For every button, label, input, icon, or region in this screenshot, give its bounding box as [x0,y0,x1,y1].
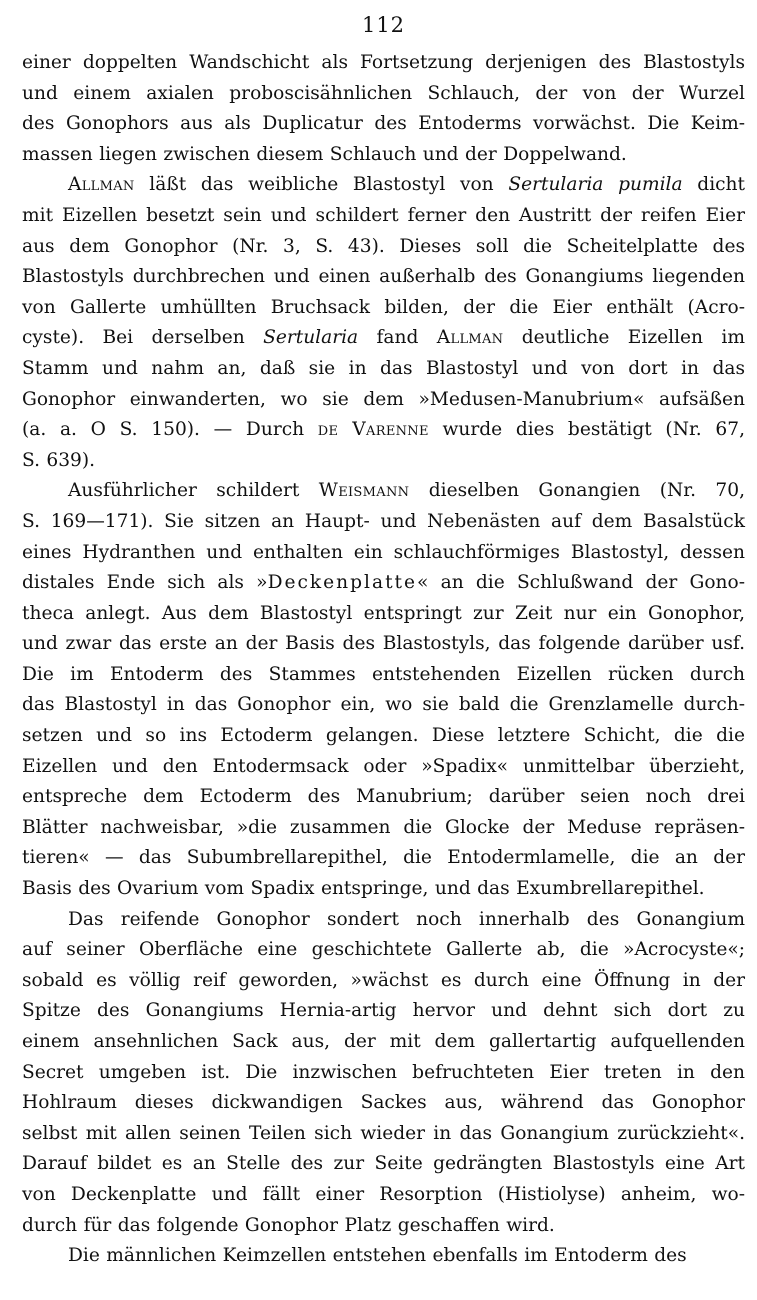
text-run: Die männlichen Keimzellen entstehen ebenfalls im Entoderm des [68,1245,687,1267]
text-run: das Blastostyl in das Gonophor ein, wo sie bald die Grenzlamelle durch- [22,694,745,716]
text-run: von Gallerte umhüllten Bruchsack bilden, der die Eier enthält (Acro- [22,296,745,318]
text-line [22,935,745,966]
body-text [22,48,745,1272]
text-run: auf seiner Oberfläche eine geschichtete Gallerte ab, die »Acrocyste«; [22,939,745,961]
text-line [22,109,745,140]
text-run: « an die Schlußwand der Gono- [417,572,745,594]
text-line [22,79,745,110]
text-run: entspreche dem Ectoderm des Manubrium; darüber seien noch drei [22,786,745,808]
author-name: de Varenne [317,419,429,441]
text-run: Gonophor einwanderten, wo sie dem »Medusen-Manubrium« aufsäßen [22,388,745,410]
text-run: durch für das folgende Gonophor Platz geschaffen wird. [22,1214,555,1236]
text-run: (a. a. O S. 150). — Durch [22,419,318,441]
text-run: Stamm und nahm an, daß sie in das Blastostyl und von dort in das [22,357,745,379]
text-line [22,660,745,691]
text-line [22,1058,745,1089]
paragraph [22,905,745,1242]
text-line [22,293,745,324]
author-name: Weismann [318,480,410,502]
text-line [22,262,745,293]
text-run: tieren« — das Subumbrellarepithel, die Entodermlamelle, die an der [22,847,745,869]
text-line [22,690,745,721]
text-run: S. 639). [22,449,96,471]
text-line [22,476,745,507]
text-run: Darauf bildet es an Stelle des zur Seite gedrängten Blastostyls eine Art [22,1153,745,1175]
text-run: Das reifende Gonophor sondert noch innerhalb des Gonangium [68,908,745,930]
text-run: Spitze des Gonangiums Hernia-artig hervor und dehnt sich dort zu [22,1000,745,1022]
paragraph [22,476,745,904]
text-line [22,507,745,538]
text-run: wurde dies bestätigt (Nr. 67, [428,419,745,441]
text-line [22,966,745,997]
paragraph [22,170,745,476]
text-run: von Deckenplatte und fällt einer Resorption (Histiolyse) anheim, wo- [22,1183,745,1205]
text-run: distales Ende sich als » [22,572,268,594]
text-run: einem ansehnlichen Sack aus, der mit dem gallertartig aufquellenden [22,1031,745,1052]
text-line [22,1027,745,1058]
text-run: des Gonophors aus als Duplicatur des Entoderms vorwächst. Die Keim- [22,113,745,135]
text-run: läßt das weibliche Blastostyl von [134,174,509,196]
text-run: Secret umgeben ist. Die inzwischen befruchteten Eier treten in den [22,1061,745,1083]
text-line [22,996,745,1027]
text-run: Blastostyls durchbrechen und einen außerhalb des Gonangiums liegenden [22,266,745,288]
text-line [22,415,745,446]
text-line [22,1211,745,1242]
text-run: fand [358,327,437,349]
text-run: S. 169—171). Sie sitzen an Haupt- und Nebenästen auf dem Basalstück [22,510,745,532]
text-run: und zwar das erste an der Basis des Blastostyls, das folgende darüber usf. [22,633,745,655]
text-line [22,752,745,783]
text-line [22,813,745,844]
text-line [22,1241,745,1272]
text-line [22,843,745,874]
text-line [22,48,745,79]
text-line [22,323,745,354]
text-run: aus dem Gonophor (Nr. 3, S. 43). Dieses soll die Scheitelplatte des [22,235,745,257]
text-line [22,354,745,385]
text-run: Basis des Ovarium vom Spadix entspringe, und das Exumbrellarepithel. [22,878,705,900]
text-run: Blätter nachweisbar, »die zusammen die Glocke der Meduse repräsen- [22,816,745,838]
text-line [22,201,745,232]
paragraph [22,48,745,170]
text-run: Die im Entoderm des Stammes entstehenden Eizellen rücken durch [22,663,745,685]
text-run: deutliche Eizellen im [503,327,745,349]
text-line [22,232,745,263]
text-run: einer doppelten Wandschicht als Fortsetzung derjenigen des Blastostyls [22,52,745,73]
text-run: mit Eizellen besetzt sein und schildert ferner den Austritt der reifen Eier [22,204,745,226]
text-run: massen liegen zwischen diesem Schlauch und der Doppelwand. [22,143,627,165]
text-run: dicht [682,174,746,196]
page-number: 112 [361,13,406,37]
text-run: Eizellen und den Entodermsack oder »Spadix« unmittelbar überzieht, [22,755,745,777]
text-line [22,721,745,752]
text-run: und einem axialen proboscisähnlichen Schlauch, der von der Wurzel [22,82,745,104]
text-line [22,1180,745,1211]
text-run: dieselben Gonangien (Nr. 70, [409,480,745,502]
text-run: Hohlraum dieses dickwandigen Sackes aus, während das Gonophor [22,1092,745,1114]
text-run: eines Hydranthen und enthalten ein schlauchförmiges Blastostyl, dessen [22,541,745,563]
paragraph [22,1241,745,1272]
spaced-term: Deckenplatte [267,572,418,594]
text-line [22,1088,745,1119]
text-line [22,568,745,599]
text-line [22,905,745,936]
text-line [22,629,745,660]
taxon-name: Sertularia pumila [508,174,683,196]
text-line [22,446,745,477]
author-name: Allman [436,327,504,349]
text-run: Ausführlicher schildert [68,480,319,502]
text-line [22,1119,745,1150]
text-run: selbst mit allen seinen Teilen sich wieder in das Gonangium zurückzieht«. [22,1122,745,1144]
text-run: cyste). Bei derselben [22,327,264,349]
text-run: setzen und so ins Ectoderm gelangen. Diese letztere Schicht, die die [22,725,745,747]
text-line [22,538,745,569]
author-name: Allman [68,174,135,196]
text-line [22,170,745,201]
text-run: sobald es völlig reif geworden, »wächst es durch eine Öffnung in der [22,969,745,991]
text-line [22,782,745,813]
text-line [22,1149,745,1180]
text-line [22,874,745,905]
text-line [22,385,745,416]
text-line [22,140,745,171]
text-line [22,599,745,630]
text-run: theca anlegt. Aus dem Blastostyl entspringt zur Zeit nur ein Gonophor, [22,602,745,624]
taxon-name: Sertularia [263,327,359,349]
